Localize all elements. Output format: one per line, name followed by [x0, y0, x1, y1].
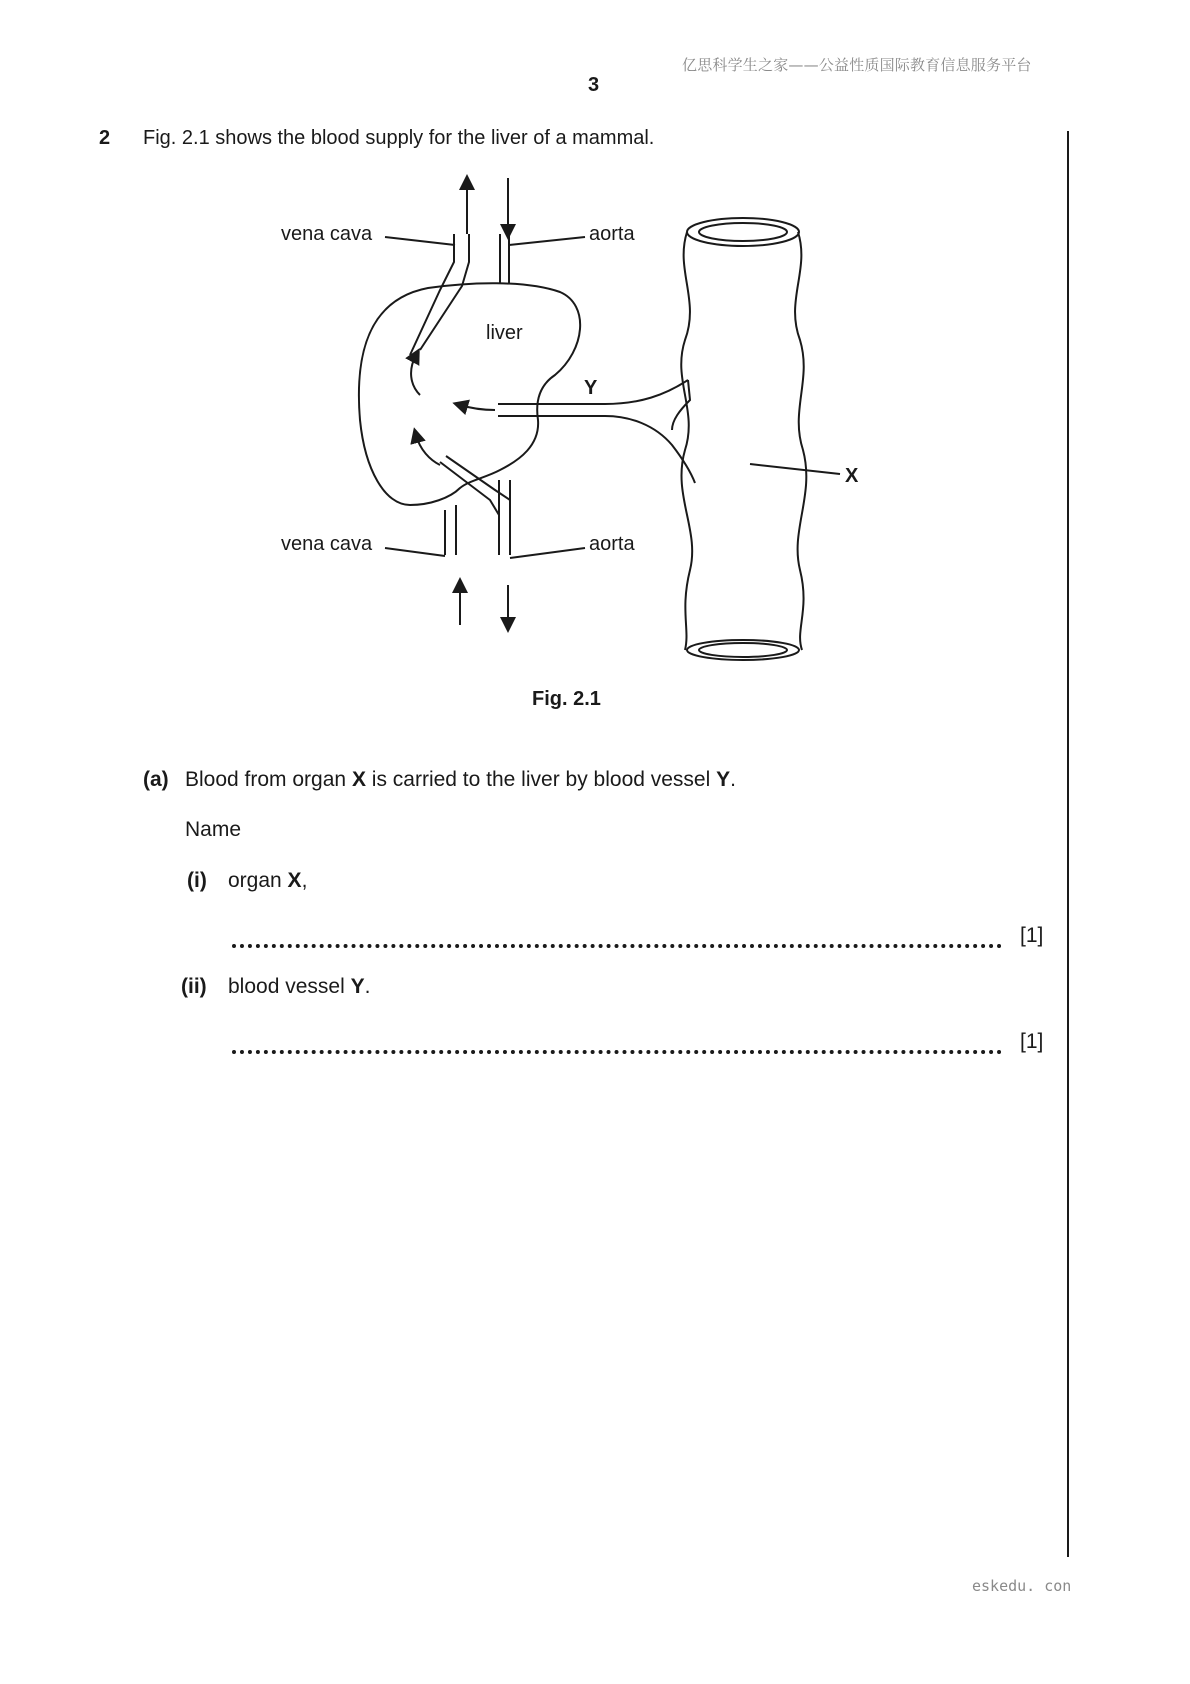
vena-cava-top — [410, 234, 469, 355]
liver-blood-supply-diagram — [0, 0, 1190, 700]
vena-cava-bottom — [445, 505, 456, 555]
footer-site-text: eskedu. con — [972, 1577, 1072, 1595]
sub-ii-text: blood vessel Y. — [228, 975, 371, 998]
part-a-label: (a) — [143, 768, 169, 791]
leader-vena-cava-top — [385, 237, 455, 245]
sub-i-text: organ X, — [228, 869, 308, 892]
aorta-top — [500, 234, 509, 283]
mark-i: [1] — [1020, 924, 1044, 947]
answer-line-ii[interactable] — [232, 1050, 1002, 1054]
question-number: 2 — [99, 127, 111, 149]
aorta-bottom — [499, 480, 510, 555]
leader-aorta-bottom — [510, 548, 585, 558]
page-number: 3 — [588, 74, 600, 96]
leader-aorta-top — [509, 237, 585, 245]
name-prompt: Name — [185, 818, 242, 841]
label-aorta-bottom: aorta — [589, 533, 635, 555]
mark-ii: [1] — [1020, 1030, 1044, 1053]
leader-vena-cava-bottom — [385, 548, 445, 556]
figure-caption: Fig. 2.1 — [532, 688, 601, 710]
question-intro: Fig. 2.1 shows the blood supply for the liver of a mammal. — [143, 127, 655, 149]
part-a-text: Blood from organ X is carried to the liver by blood vessel Y. — [185, 768, 736, 791]
label-y: Y — [584, 377, 598, 399]
label-vena-cava-bottom: vena cava — [281, 533, 373, 555]
label-liver: liver — [486, 322, 523, 344]
label-x: X — [845, 465, 859, 487]
arrow-in-liver-1 — [411, 355, 420, 395]
arrow-in-liver-2 — [460, 405, 495, 410]
organ-x-outline — [681, 232, 806, 650]
leader-x — [750, 464, 840, 474]
label-aorta-top: aorta — [589, 223, 635, 245]
sub-ii-label: (ii) — [181, 975, 207, 998]
arrow-in-liver-3 — [416, 435, 440, 465]
answer-line-i[interactable] — [232, 944, 1002, 948]
label-vena-cava-top: vena cava — [281, 223, 373, 245]
header-site-text: 亿思科学生之家——公益性质国际教育信息服务平台 — [682, 56, 1032, 74]
sub-i-label: (i) — [187, 869, 207, 892]
